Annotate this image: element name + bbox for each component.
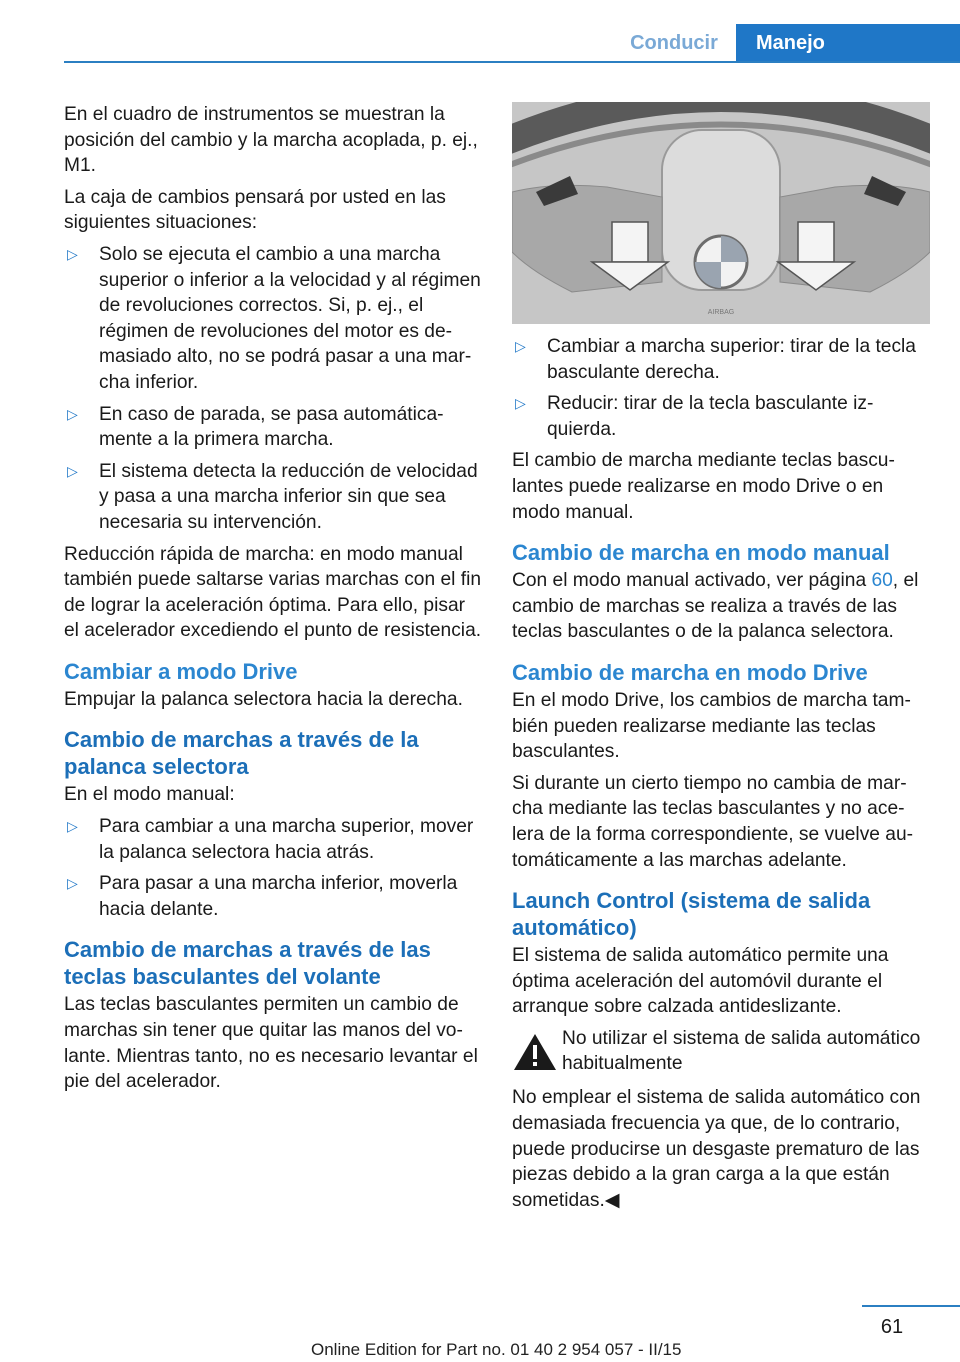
footer-divider xyxy=(862,1305,960,1307)
bullet-triangle-icon: ▷ xyxy=(67,405,78,422)
paragraph: Las teclas basculantes permiten un cambio de marchas sin tener que quitar las manos del volante. Mientras tanto, no es necesario levantar el pie del acelerador. xyxy=(64,994,478,1093)
paragraph: En el cuadro de instrumentos se muestran la posición del cambio y la marcha acoplada, p. ej., M1. xyxy=(64,104,478,177)
left-column xyxy=(64,102,482,1101)
warning-note: No utilizar el sistema de salida automático habitualmente xyxy=(512,1026,930,1080)
paragraph: La caja de cambios pensará por usted en las siguientes situaciones: xyxy=(64,186,446,234)
list-item: ▷ El sistema detecta la reducción de velocidad y pasa a una marcha inferior sin que sea necesaria su intervención. xyxy=(64,459,482,536)
section-heading: Launch Control (sistema de salida automático) xyxy=(512,888,871,941)
bullet-triangle-icon: ▷ xyxy=(515,395,526,412)
section-heading: Cambio de marchas a través de la palanca selectora xyxy=(64,727,419,780)
paragraph: Con el modo manual activado, ver página 60, el cambio de marchas se realiza a través de las teclas basculantes o de la palanca selectora. xyxy=(512,570,919,643)
right-column xyxy=(512,102,930,1219)
paragraph: En el modo Drive, los cambios de marcha también pueden realizarse mediante las teclas basculantes. xyxy=(512,689,911,763)
bullet-triangle-icon: ▷ xyxy=(515,338,526,354)
paragraph: En el modo manual: xyxy=(64,784,235,806)
list-item: ▷ Para pasar a una marcha inferior, moverla hacia delante. xyxy=(64,871,482,922)
paragraph: Si durante un cierto tiempo no cambia de marcha mediante las teclas basculantes y no acelera de la forma correspondiente, se vuelve automáticamente a las marchas adelante. xyxy=(512,772,914,871)
paragraph: El sistema de salida automático permite una óptima aceleración del automóvil durante el arranque sobre calzada antideslizante. xyxy=(512,945,889,1018)
list-item: ▷ Reducir: tirar de la tecla basculante izquierda. xyxy=(512,391,930,442)
paragraph: Empujar la palanca selectora hacia la derecha. xyxy=(64,688,463,710)
bullet-triangle-icon: ▷ xyxy=(67,818,78,835)
page-link[interactable]: 60 xyxy=(871,570,893,592)
list-item: ▷ Para cambiar a una marcha superior, mover la palanca selectora hacia atrás. xyxy=(64,814,482,865)
page-number: 61 xyxy=(880,1316,904,1338)
steering-wheel-illustration xyxy=(512,102,930,324)
header-divider xyxy=(64,61,960,63)
paragraph: El cambio de marcha mediante teclas basculantes puede realizarse en modo Drive o en modo manual. xyxy=(512,450,895,523)
tab-conducir[interactable]: Conducir xyxy=(630,31,718,54)
steering-wheel-svg xyxy=(512,102,930,324)
section-heading: Cambio de marchas a través de las teclas basculantes del volante xyxy=(64,937,431,990)
paragraph: Reducción rápida de marcha: en modo manual también puede saltarse varias marchas con el fin de lograr la aceleración óptima. Para ello, pisar el acelerador excediendo el punto de resistencia. xyxy=(64,543,482,642)
edition-footer: Online Edition for Part no. 01 40 2 954 057 - II/15 xyxy=(311,1340,682,1359)
list-item: ▷ En caso de parada, se pasa automáticamente a la primera marcha. xyxy=(64,402,482,453)
paragraph: No emplear el sistema de salida automático con demasiada frecuencia ya que, de lo contrario, puede producirse un desgaste prematuro de las piezas debido a la gran carga a la que están sometidas.◀ xyxy=(512,1087,921,1211)
section-heading: Cambio de marcha en modo Drive xyxy=(512,659,868,685)
section-heading: Cambiar a modo Drive xyxy=(64,658,298,684)
airbag-label: AIRBAG xyxy=(707,309,735,316)
list-item: ▷ Solo se ejecuta el cambio a una marcha superior o inferior a la velocidad y al régimen de revoluciones correctos. Si, p. ej., el régimen de revoluciones del motor es demasiado alto, no se podrá pasar a una marcha inferior. xyxy=(64,242,482,396)
list-item: ▷ Cambiar a marcha superior: tirar de la tecla basculante derecha. xyxy=(512,334,930,385)
section-heading: Cambio de marcha en modo manual xyxy=(512,540,890,566)
bullet-triangle-icon: ▷ xyxy=(67,462,78,479)
tab-manejo[interactable]: Manejo xyxy=(736,24,960,62)
bullet-triangle-icon: ▷ xyxy=(67,875,78,892)
bullet-triangle-icon: ▷ xyxy=(67,245,78,262)
warning-triangle-icon xyxy=(512,1026,562,1080)
